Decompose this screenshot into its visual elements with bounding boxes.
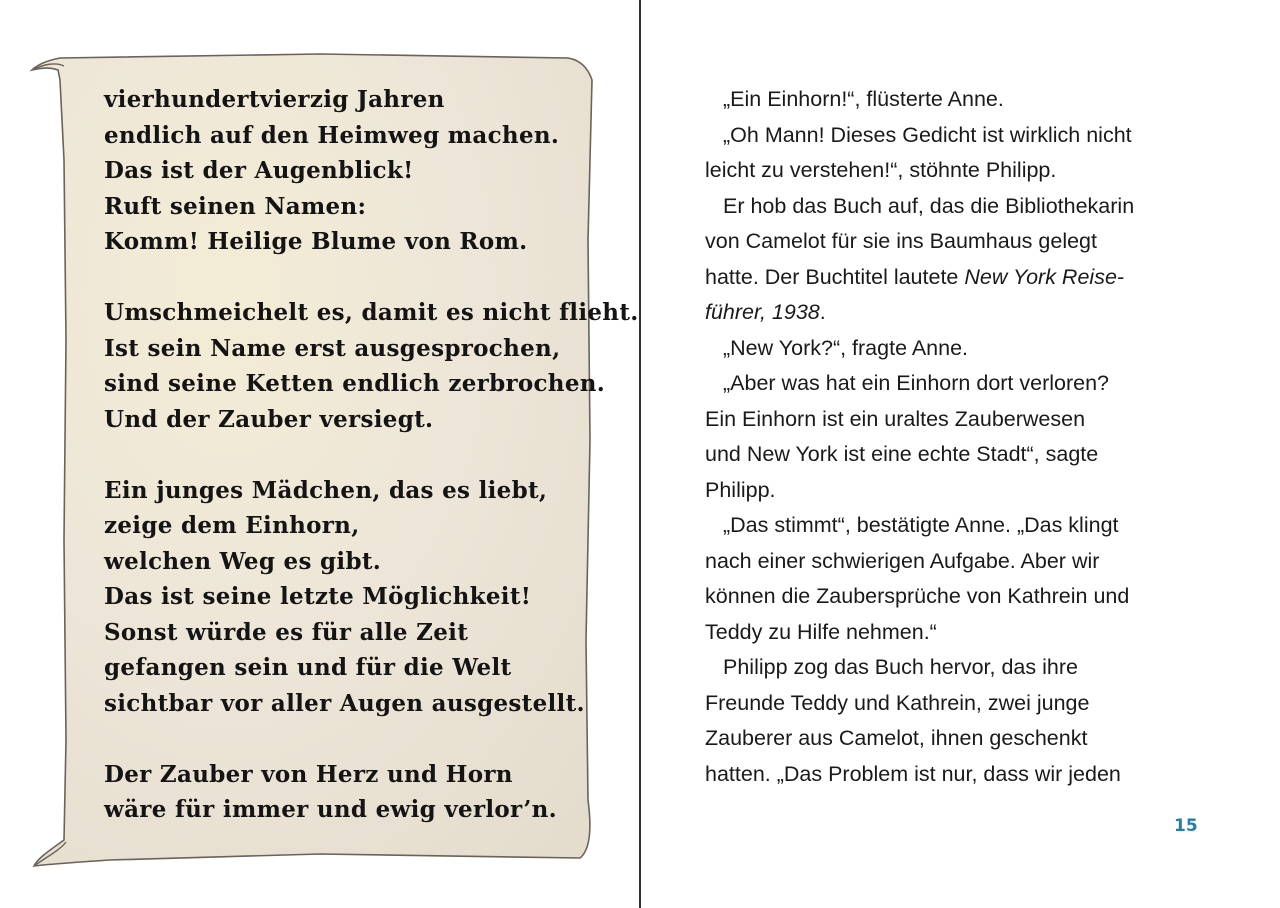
book-title-italic: führer, 1938 <box>705 300 820 324</box>
text-line <box>705 260 1200 296</box>
text-line: „Oh Mann! Dieses Gedicht ist wirklich nicht <box>723 122 1132 147</box>
story-text <box>705 82 1200 792</box>
text-line: „Das stimmt“, bestätigte Anne. „Das klingt <box>723 513 1119 537</box>
text-line: nach einer schwierigen Aufgabe. Aber wir <box>705 548 1100 573</box>
poem-line: welchen Weg es gibt. <box>104 547 382 575</box>
text-line <box>705 295 1200 331</box>
poem-stanza <box>104 757 574 828</box>
text-line: hatten. „Das Problem ist nur, dass wir jeden <box>705 761 1121 786</box>
poem-line: gefangen sein und für die Welt <box>104 654 512 681</box>
text-line: Teddy zu Hilfe nehmen.“ <box>705 619 937 644</box>
poem-line: Ruft seinen Namen: <box>104 192 367 220</box>
text-line: Philipp. <box>705 477 776 502</box>
poem-stanza <box>104 82 574 260</box>
poem-line: Das ist seine letzte Möglichkeit! <box>104 583 532 610</box>
poem-line: wäre für immer und ewig verlor’n. <box>104 796 557 823</box>
text-line: leicht zu verstehen!“, stöhnte Philipp. <box>705 158 1057 182</box>
poem-line: endlich auf den Heimweg machen. <box>104 121 560 149</box>
text-line: „New York?“, fragte Anne. <box>723 335 969 360</box>
poem-stanza <box>104 473 585 722</box>
poem-line: Das ist der Augenblick! <box>104 157 414 184</box>
poem-line: Der Zauber von Herz und Horn <box>104 760 513 788</box>
text-segment: hatte. Der Buchtitel lautete <box>705 264 965 289</box>
text-line: Zauberer aus Camelot, ihnen geschenkt <box>705 726 1088 750</box>
poem-line: Ist sein Name erst ausgesprochen, <box>104 334 561 362</box>
text-line: von Camelot für sie ins Baumhaus gelegt <box>705 229 1097 253</box>
text-line: Ein Einhorn ist ein uraltes Zauberwesen <box>705 406 1086 431</box>
poem-line: zeige dem Einhorn, <box>104 512 360 539</box>
book-title-italic: New York Reise- <box>964 264 1125 289</box>
text-line: Freunde Teddy und Kathrein, zwei junge <box>705 690 1090 715</box>
poem-line: Und der Zauber versiegt. <box>104 405 434 433</box>
page-number: 15 <box>1174 816 1198 836</box>
text-line: „Aber was hat ein Einhorn dort verloren? <box>723 371 1110 395</box>
scroll-poem <box>104 82 639 828</box>
poem-line: sichtbar vor aller Augen ausgestellt. <box>104 689 585 717</box>
text-line: Er hob das Buch auf, das die Bibliothekarin <box>723 193 1135 218</box>
poem-line: Ein junges Mädchen, das es liebt, <box>104 476 548 504</box>
poem-line: Sonst würde es für alle Zeit <box>104 618 469 646</box>
text-segment: . <box>819 300 826 324</box>
text-line: und New York ist eine echte Stadt“, sagte <box>705 442 1099 466</box>
text-line: können die Zaubersprüche von Kathrein und <box>705 584 1130 608</box>
poem-line: sind seine Ketten endlich zerbrochen. <box>104 370 606 397</box>
poem-line: Umschmeichelt es, damit es nicht flieht. <box>104 299 639 326</box>
poem-stanza <box>104 295 639 437</box>
poem-line: vierhundertvierzig Jahren <box>104 86 445 113</box>
text-line: Philipp zog das Buch hervor, das ihre <box>723 655 1078 679</box>
text-line: „Ein Einhorn!“, flüsterte Anne. <box>723 87 1004 111</box>
poem-line: Komm! Heilige Blume von Rom. <box>104 228 528 255</box>
